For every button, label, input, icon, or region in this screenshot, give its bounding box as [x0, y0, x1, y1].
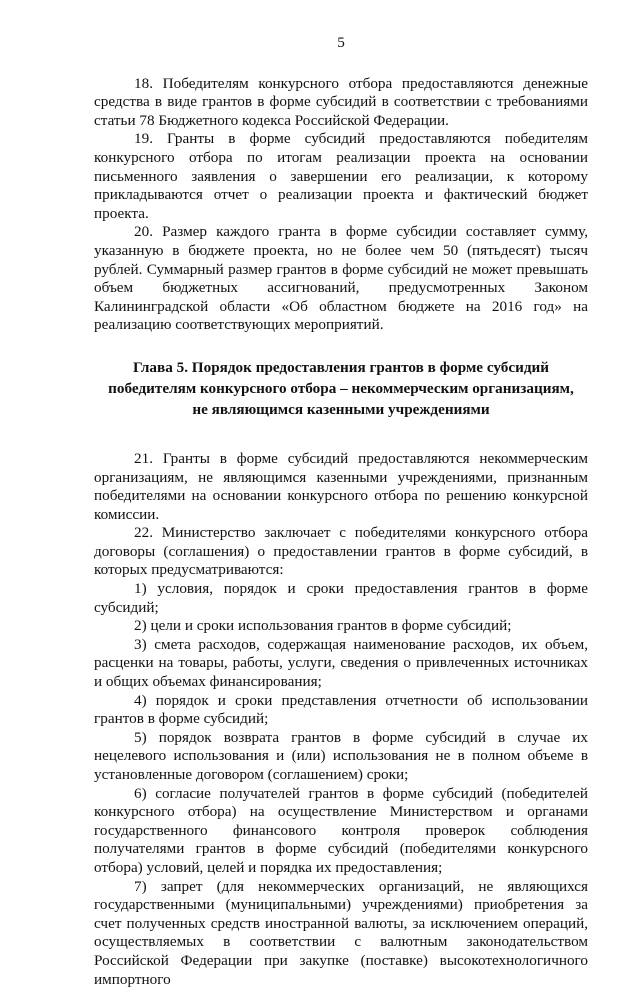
list-item-6: 6) согласие получателей грантов в форме субсидий (победителей конкурсного отбора) на осуществление Министерством и органами государственного финансового контроля проверок соблюдения получателями грантов в форме субсидий (победителями конкурсного отбора) условий, целей и порядка их предоставления;: [94, 784, 588, 876]
paragraph-22: 22. Министерство заключает с победителями конкурсного отбора договоры (соглашения) о предоставлении грантов в форме субсидий, в которых предусматриваются:: [94, 524, 588, 579]
paragraph-21: 21. Гранты в форме субсидий предоставляются некоммерческим организациям, не являющимся казенными учреждениями, признанным победителями на основании конкурсного отбора по решению конкурсной комиссии.: [94, 449, 588, 523]
list-item-5: 5) порядок возврата грантов в форме субсидий в случае их нецелевого использования и (или) использования не в полном объеме в установленные договором (соглашением) сроки;: [94, 728, 588, 783]
chapter-heading-line: Глава 5. Порядок предоставления грантов в форме субсидий: [132, 358, 550, 376]
chapter-heading-line: победителям конкурсного отбора – некоммерческим организациям,: [108, 379, 574, 397]
chapter-heading-line: не являющимся казенными учреждениями: [192, 400, 490, 418]
chapter-heading: [94, 357, 588, 420]
paragraph-18: 18. Победителям конкурсного отбора предоставляются денежные средства в виде грантов в форме субсидий в соответствии с требованиями статьи 78 Бюджетного кодекса Российской Федерации.: [94, 74, 588, 129]
paragraph-20: 20. Размер каждого гранта в форме субсидии составляет сумму, указанную в бюджете проекта, но не более чем 50 (пятьдесят) тысяч рублей. Суммарный размер грантов в форме субсидий не может превышать объем бюджетных ассигнований, предусмотренных Законом Калининградской области «Об областном бюджете на 2016 год» на реализацию соответствующих мероприятий.: [94, 223, 588, 334]
list-item-1: 1) условия, порядок и сроки предоставления грантов в форме субсидий;: [94, 580, 588, 616]
paragraph-19: 19. Гранты в форме субсидий предоставляются победителям конкурсного отбора по итогам реализации проекта на основании письменного заявления о завершении его реализации, к которому прикладываются отчет о реализации проекта и фактический бюджет проекта.: [94, 130, 588, 222]
list-item-7: 7) запрет (для некоммерческих организаций, не являющихся государственными (муниципальными) учреждениями) приобретения за счет полученных средств иностранной валюты, за исключением операций, осуществляемых в соответствии с валютным законодательством Российской Федерации при закупке (поставке) высокотехнологичного импортного: [94, 877, 588, 988]
list-item-3: 3) смета расходов, содержащая наименование расходов, их объем, расценки на товары, работы, услуги, сведения о привлеченных источниках и общих объемах финансирования;: [94, 635, 588, 691]
list-item-2: 2) цели и сроки использования грантов в форме субсидий;: [134, 617, 512, 635]
list-item-4: 4) порядок и сроки представления отчетности об использовании грантов в форме субсидий;: [94, 691, 588, 728]
page-number: 5: [337, 34, 345, 51]
